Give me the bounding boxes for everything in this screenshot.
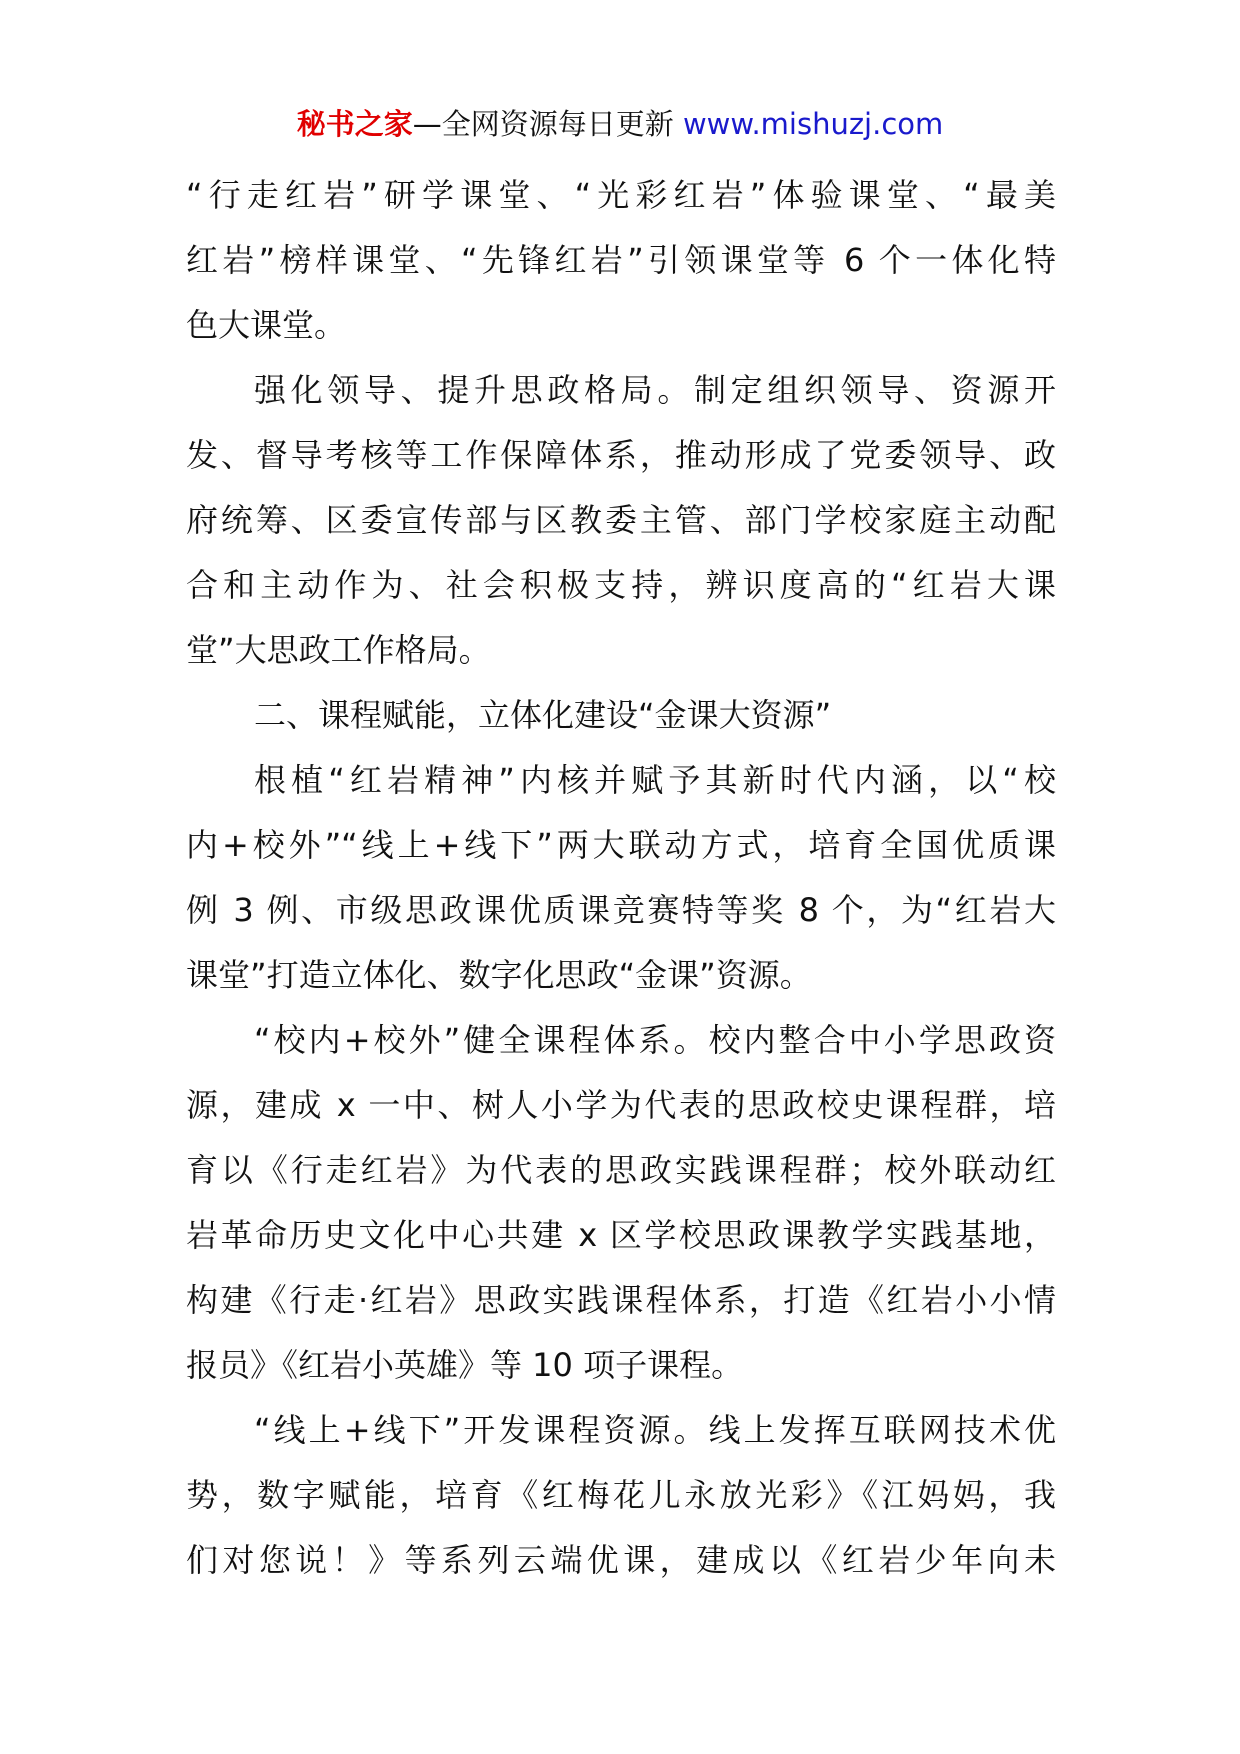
text-line: 势，数字赋能，培育《红梅花儿永放光彩》《江妈妈，我 (186, 1476, 1056, 1514)
text-line: 构建《行走·红岩》思政实践课程体系，打造《红岩小小情 (186, 1281, 1056, 1319)
brand-logo-text: 秘书之家 (296, 107, 413, 141)
text-line: 色大课堂。 (186, 306, 347, 344)
text-line: 课堂”打造立体化、数字化思政“金课”资源。 (186, 956, 812, 994)
text-line: “行走红岩”研学课堂、“光彩红岩”体验课堂、“最美 (186, 176, 1056, 214)
text-line: 内+校外”“线上+线下”两大联动方式，培育全国优质课 (186, 826, 1056, 864)
text-line: 强化领导、提升思政格局。制定组织领导、资源开 (254, 371, 1056, 409)
text-line: 根植“红岩精神”内核并赋予其新时代内涵，以“校 (254, 761, 1056, 799)
text-line: 红岩”榜样课堂、“先锋红岩”引领课堂等 6 个一体化特 (186, 241, 1056, 279)
text-line: “线上+线下”开发课程资源。线上发挥互联网技术优 (254, 1411, 1056, 1449)
text-line: 合和主动作为、社会积极支持，辨识度高的“红岩大课 (186, 566, 1056, 604)
document-body (186, 163, 1056, 1593)
text-line: 例 3 例、市级思政课优质课竞赛特等奖 8 个，为“红岩大 (186, 891, 1056, 929)
text-line: 府统筹、区委宣传部与区教委主管、部门学校家庭主动配 (186, 501, 1056, 539)
text-line: 岩革命历史文化中心共建 x 区学校思政课教学实践基地， (186, 1216, 1056, 1254)
text-line: 们对您说！》等系列云端优课，建成以《红岩少年向未 (186, 1541, 1056, 1579)
site-url-link[interactable]: www.mishuzj.com (682, 107, 944, 141)
text-line: 报员》《红岩小英雄》等 10 项子课程。 (186, 1346, 744, 1384)
text-line: 堂”大思政工作格局。 (186, 631, 491, 669)
text-line: 育以《行走红岩》为代表的思政实践课程群；校外联动红 (186, 1151, 1056, 1189)
text-line: 源，建成 x 一中、树人小学为代表的思政校史课程群，培 (186, 1086, 1056, 1124)
text-line: 发、督导考核等工作保障体系，推动形成了党委领导、政 (186, 436, 1056, 474)
text-line: “校内+校外”健全课程体系。校内整合中小学思政资 (254, 1021, 1056, 1059)
text-line: 二、课程赋能，立体化建设“金课大资源” (254, 696, 832, 734)
header-tagline: —全网资源每日更新 (412, 107, 683, 141)
page-header (0, 104, 1240, 144)
